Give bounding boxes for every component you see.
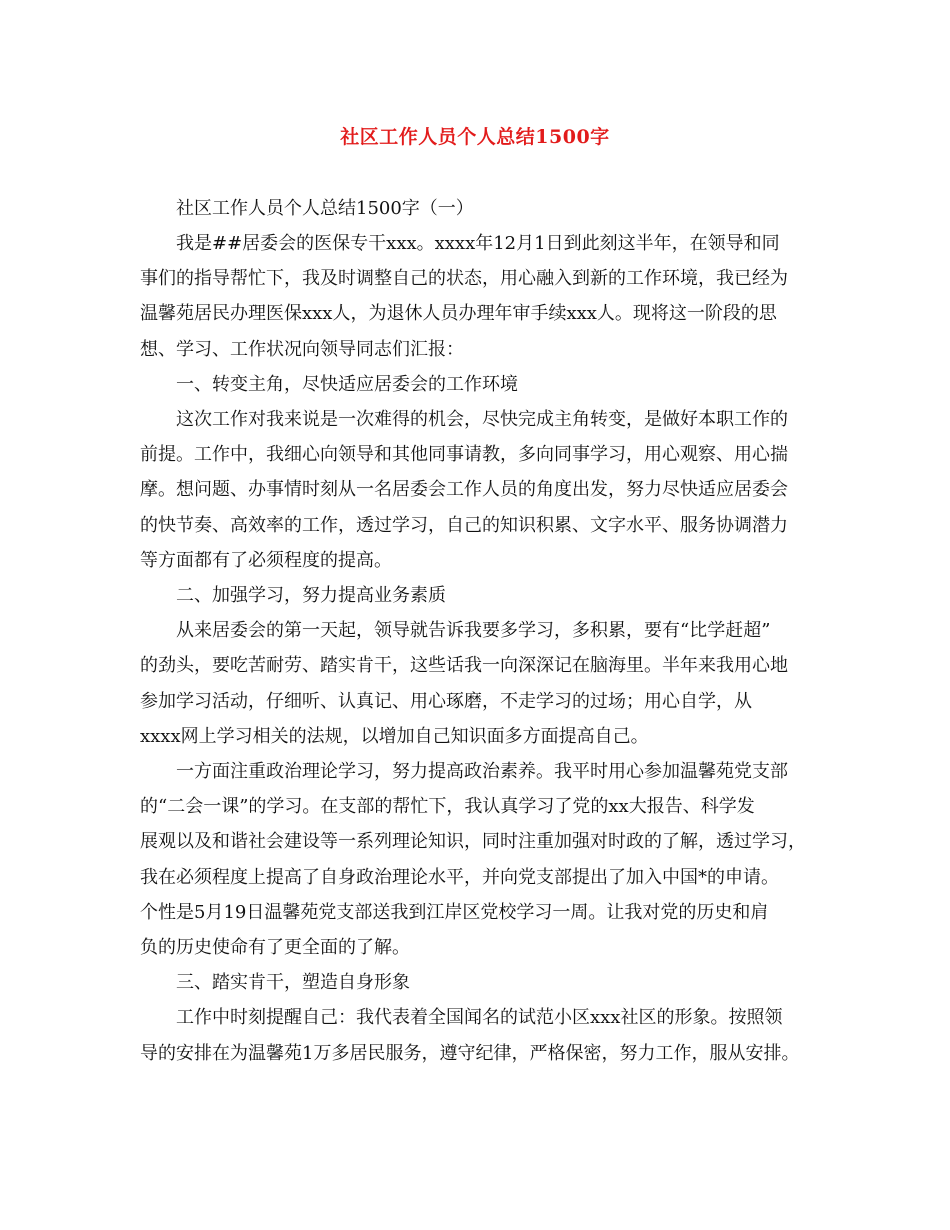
paragraph-line: 工作中时刻提醒自己：我代表着全国闻名的试范小区xxx社区的形象。按照领 xyxy=(176,1007,783,1028)
section-heading: 一、转变主角，尽快适应居委会的工作环境 xyxy=(176,374,518,395)
section-heading: 三、踏实肯干，塑造自身形象 xyxy=(176,972,410,993)
paragraph-line: xxxx网上学习相关的法规，以增加自己知识面多方面提高自己。 xyxy=(140,726,649,747)
paragraph-line: 想、学习、工作状况向领导同志们汇报： xyxy=(140,339,464,360)
paragraph-line: 这次工作对我来说是一次难得的机会，尽快完成主角转变，是做好本职工作的 xyxy=(176,409,788,430)
paragraph-line: 展观以及和谐社会建设等一系列理论知识，同时注重加强对时政的了解，透过学习， xyxy=(140,831,806,852)
subtitle-line: 社区工作人员个人总结1500字（一） xyxy=(176,198,474,219)
paragraph-line: 我是##居委会的医保专干xxx。xxxx年12月1日到此刻这半年，在领导和同 xyxy=(176,233,780,254)
paragraph-line: 前提。工作中，我细心向领导和其他同事请教，多向同事学习，用心观察、用心揣 xyxy=(140,444,788,465)
paragraph-line: 的劲头，要吃苦耐劳、踏实肯干，这些话我一向深深记在脑海里。半年来我用心地 xyxy=(140,655,788,676)
paragraph-line: 等方面都有了必须程度的提高。 xyxy=(140,550,392,571)
paragraph-line: 参加学习活动，仔细听、认真记、用心琢磨，不走学习的过场；用心自学，从 xyxy=(140,691,752,712)
document-title: 社区工作人员个人总结1500字 xyxy=(340,126,610,148)
paragraph-line: 从来居委会的第一天起，领导就告诉我要多学习，多积累，要有“比学赶超” xyxy=(176,620,771,641)
paragraph-line: 的快节奏、高效率的工作，透过学习，自己的知识积累、文字水平、服务协调潜力 xyxy=(140,515,788,536)
paragraph-line: 我在必须程度上提高了自身政治理论水平，并向党支部提出了加入中国*的申请。 xyxy=(140,867,779,888)
paragraph-line: 温馨苑居民办理医保xxx人，为退休人员办理年审手续xxx人。现将这一阶段的思 xyxy=(140,303,777,324)
paragraph-line: 摩。想问题、办事情时刻从一名居委会工作人员的角度出发，努力尽快适应居委会 xyxy=(140,479,788,500)
section-heading: 二、加强学习，努力提高业务素质 xyxy=(176,585,446,606)
paragraph-line: 个性是5月19日温馨苑党支部送我到江岸区党校学习一周。让我对党的历史和肩 xyxy=(140,902,769,923)
paragraph-line: 的“二会一课”的学习。在支部的帮忙下，我认真学习了党的xx大报告、科学发 xyxy=(140,796,755,817)
paragraph-line: 导的安排在为温馨苑1万多居民服务，遵守纪律，严格保密，努力工作，服从安排。 xyxy=(140,1043,800,1064)
paragraph-line: 负的历史使命有了更全面的了解。 xyxy=(140,937,410,958)
paragraph-line: 事们的指导帮忙下，我及时调整自己的状态，用心融入到新的工作环境，我已经为 xyxy=(140,268,788,289)
paragraph-line: 一方面注重政治理论学习，努力提高政治素养。我平时用心参加温馨苑党支部 xyxy=(176,761,788,782)
